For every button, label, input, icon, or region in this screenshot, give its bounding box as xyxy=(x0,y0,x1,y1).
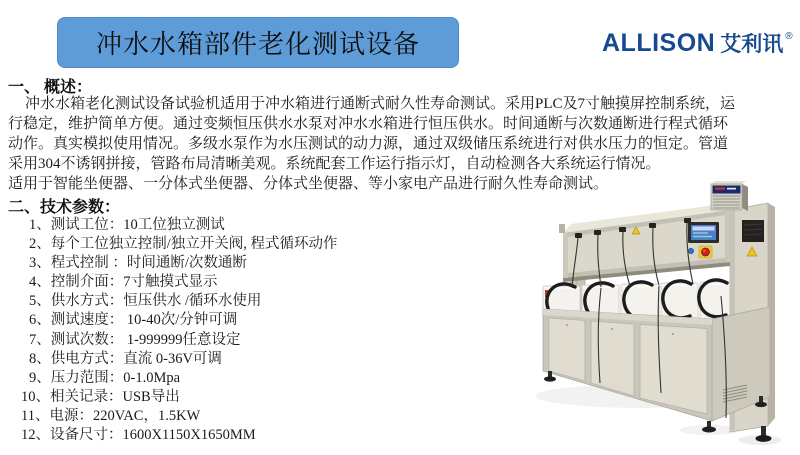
param-item: 9、压力范围：0-1.0Mpa xyxy=(29,369,181,386)
power-supply-box xyxy=(711,181,748,211)
title-banner xyxy=(57,17,459,68)
param-item: 2、每个工位独立控制/独立开关阀, 程式循环动作 xyxy=(29,236,338,253)
param-item: 11、电源：220VAC，1.5KW xyxy=(21,407,201,424)
registered-trademark-icon: ® xyxy=(785,31,793,42)
brand-logo xyxy=(602,28,793,58)
brand-name-cn: 艾利讯 xyxy=(720,33,784,56)
overview-line: 采用304不诱钢拼接，管路布局清晰美观。系统配套工作运行指示灯，自动检测各大系统运行情况。 xyxy=(8,156,661,172)
brand-name-en: ALLISON xyxy=(602,29,716,57)
overview-line: 适用于智能坐便器、一分体式坐便器、分体式坐便器、等小家电产品进行耐久性寿命测试。 xyxy=(8,176,609,192)
param-item: 6、测试速度： 10-40次/分钟可调 xyxy=(29,312,238,329)
overview-heading: 一、 概述： xyxy=(8,79,93,96)
emergency-stop-button xyxy=(699,246,712,258)
overview-line: 行稳定，维护简单方便。通过变频恒压供水水泵对冲水水箱进行恒压供水。时间通断与次数通断进行程式循环 xyxy=(8,116,729,132)
param-item: 5、供水方式：恒压供水 /循环水使用 xyxy=(29,293,262,310)
params-list xyxy=(8,216,438,445)
machine-illustration xyxy=(535,178,800,450)
page-title: 冲水水箱部件老化测试设备 xyxy=(95,30,420,59)
param-item: 3、程式控制 ：时间通断/次数通断 xyxy=(29,255,247,272)
overview-line: 动作。真实模拟使用情况。多级水泵作为水压测试的动力源，通过双级储压系统进行对供水压力的恒定。管道 xyxy=(8,136,729,152)
param-item: 1、测试工位：10工位独立测试 xyxy=(29,217,225,233)
param-item: 4、控制介面：7寸触摸式显示 xyxy=(29,274,218,291)
params-heading: 二、技术参数： xyxy=(8,199,121,216)
machine-photo xyxy=(535,178,800,450)
param-item: 7、测试次数： 1-999999任意设定 xyxy=(29,331,241,348)
overview-line: 冲水水箱老化测试设备试验机适用于冲水箱进行通断式耐久性寿命测试。采用PLC及7寸触摸屏控制系统，运 xyxy=(25,96,736,112)
param-item: 10、相关记录：USB导出 xyxy=(21,388,180,405)
param-item: 8、供电方式：直流 0-36V可调 xyxy=(29,350,222,367)
vent-grille-column xyxy=(742,220,764,242)
touchscreen xyxy=(688,222,719,243)
param-item: 12、设备尺寸：1600X1150X1650MM xyxy=(21,427,256,444)
indicator-button xyxy=(688,248,693,253)
